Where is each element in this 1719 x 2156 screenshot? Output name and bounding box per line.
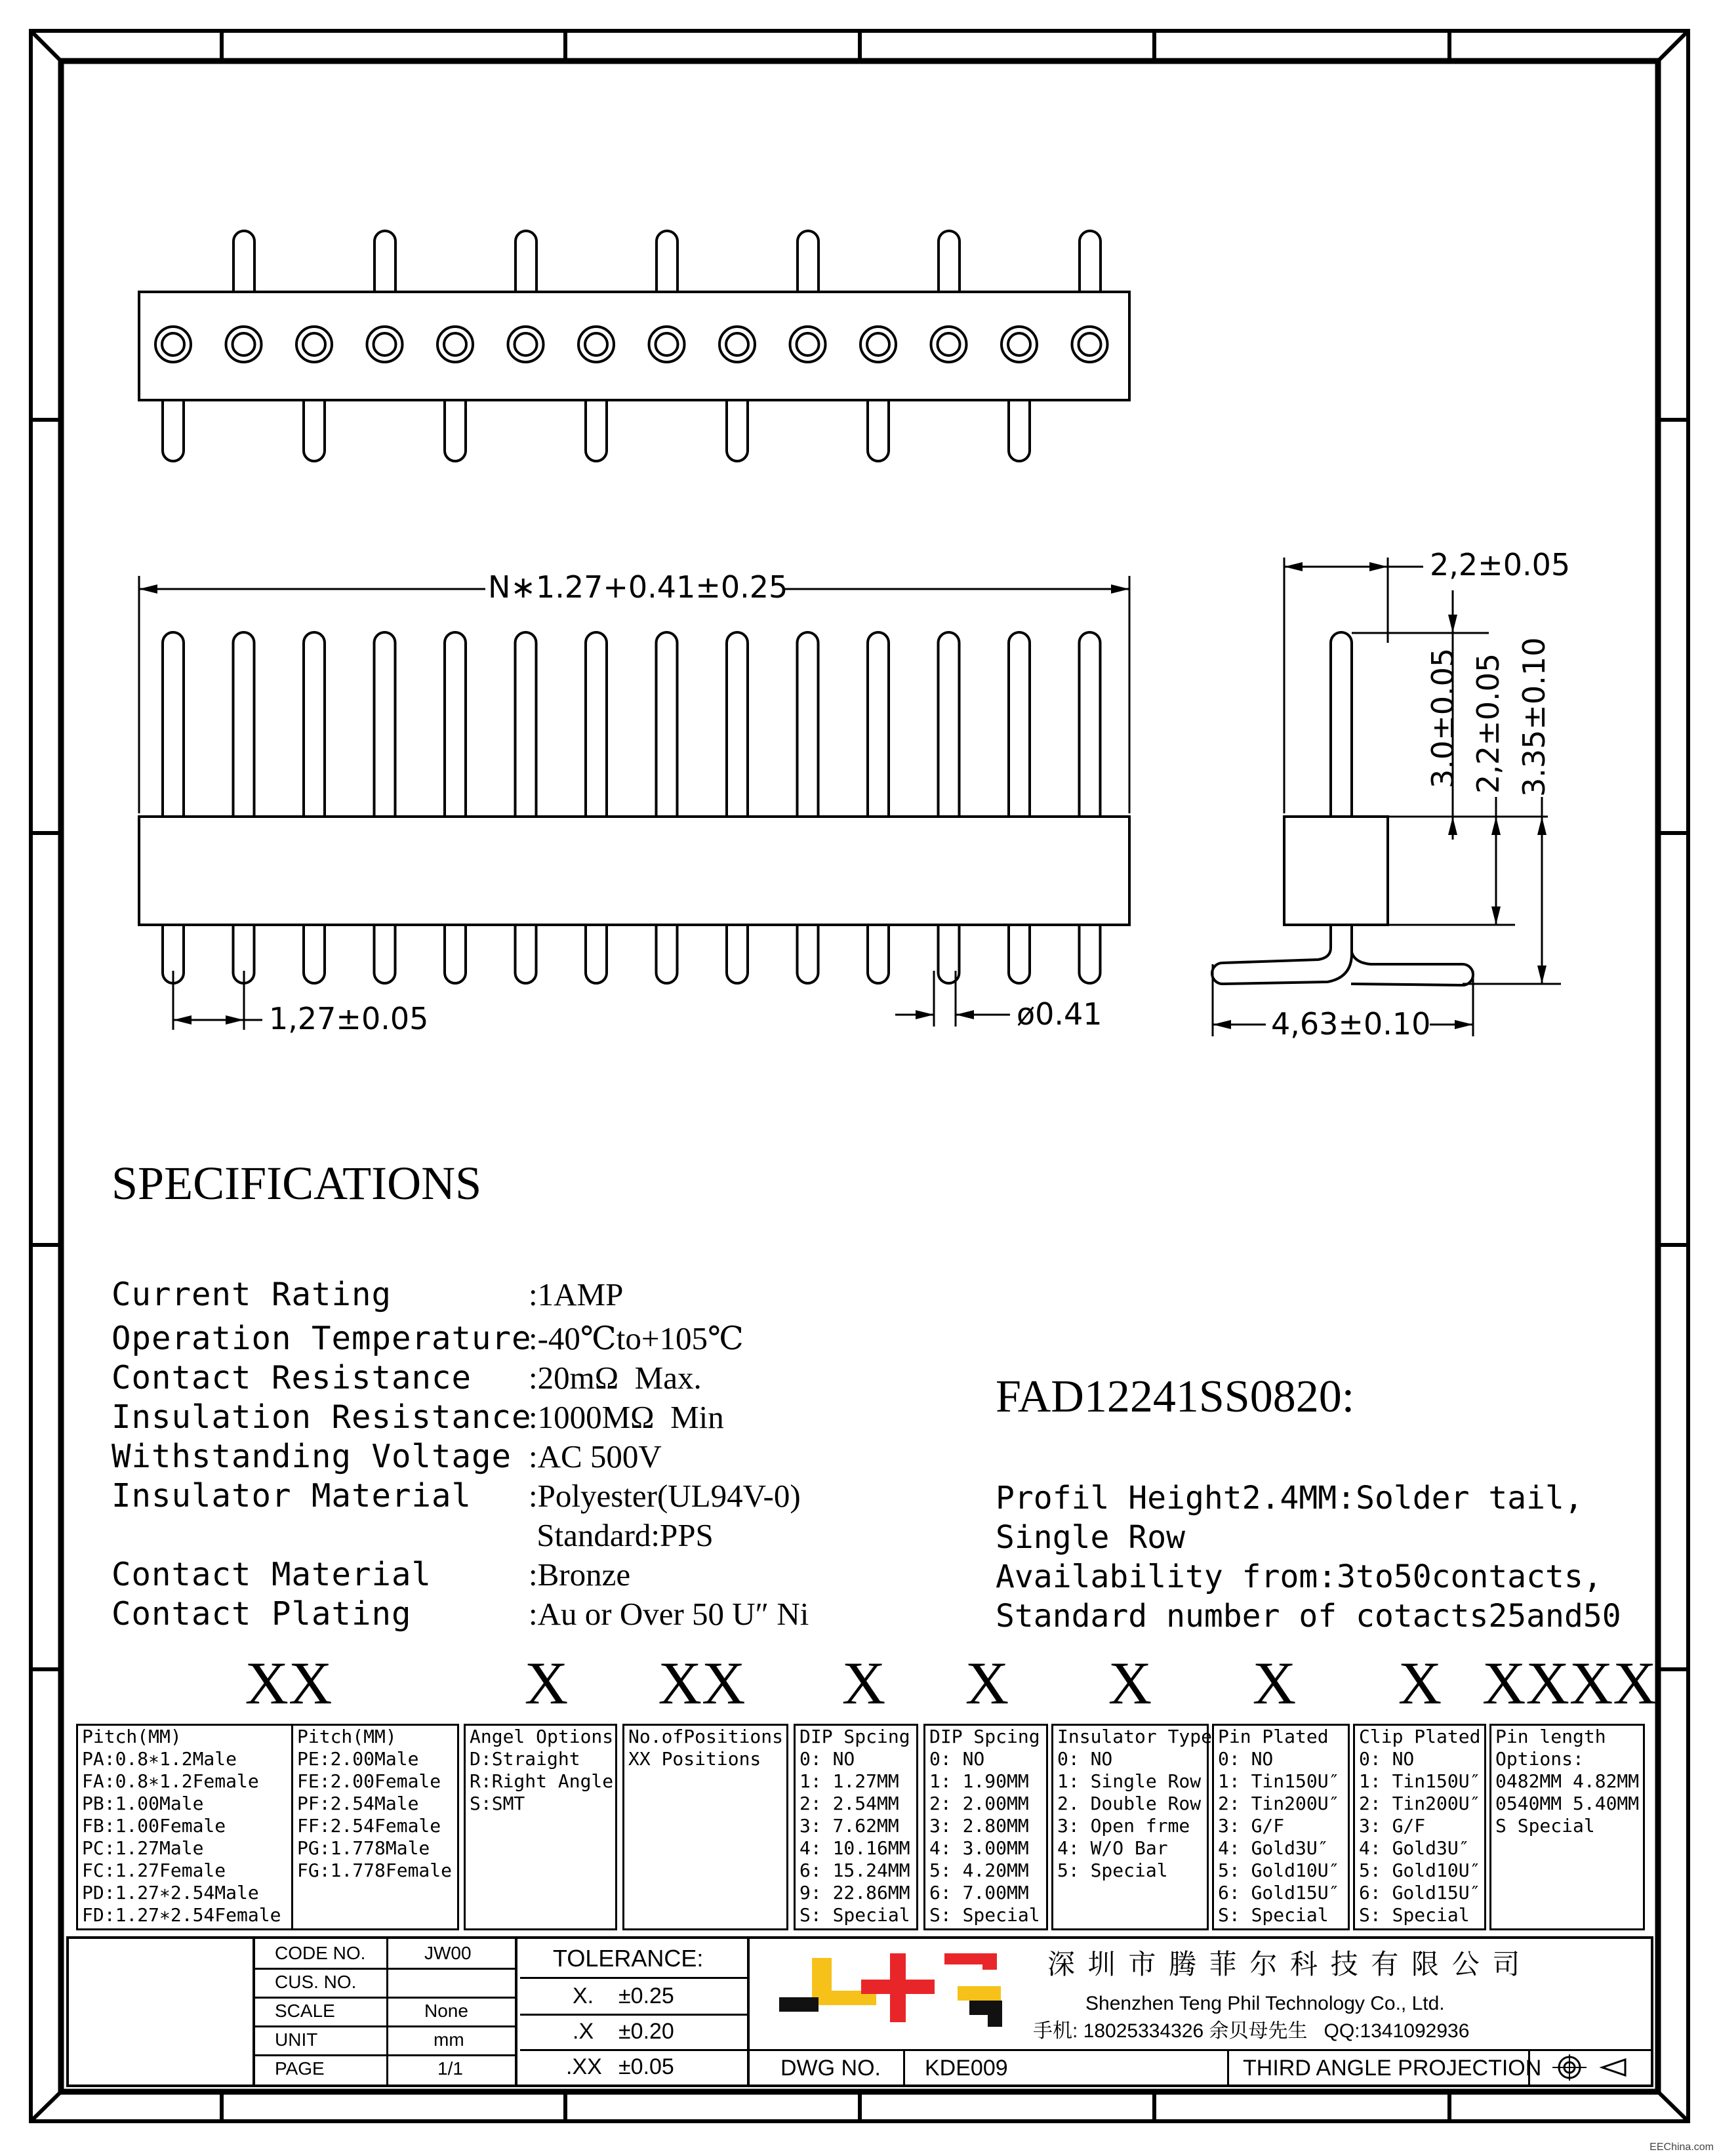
- option-line: FE:2.00Female: [297, 1770, 441, 1792]
- front-pin-lower: [445, 925, 466, 983]
- front-pin-upper: [1009, 632, 1030, 817]
- option-line: No.ofPositions: [628, 1726, 784, 1747]
- option-line: Pitch(MM): [297, 1726, 397, 1747]
- front-dims: [139, 576, 1129, 1030]
- front-arrows: [139, 584, 1129, 1025]
- part-description-3: Availability from:3to50contacts,: [996, 1558, 1602, 1595]
- front-pin-upper: [798, 632, 819, 817]
- option-line: 2: Tin200U″: [1359, 1793, 1481, 1814]
- option-pitch-male: [78, 1726, 291, 1926]
- option-line: 3: G/F: [1359, 1815, 1426, 1837]
- order-code-pitch: XX: [245, 1650, 333, 1717]
- spec-value: :AC 500V: [529, 1438, 662, 1475]
- front-pin-lower: [586, 925, 607, 983]
- cus-no-label: CUS. NO.: [275, 1972, 357, 1992]
- order-code-pin-plated: X: [1252, 1650, 1297, 1717]
- option-line: PA:0.8∗1.2Male: [82, 1748, 237, 1770]
- option-line: 4: Gold3U″: [1359, 1837, 1470, 1859]
- pin-hole-inner: [1008, 333, 1030, 356]
- front-pin-lower: [868, 925, 889, 983]
- option-line: Pitch(MM): [82, 1726, 182, 1747]
- dim-foot-length: 4,63±0.10: [1271, 1006, 1431, 1042]
- option-line: S: Special: [1218, 1904, 1329, 1926]
- arrow: [1284, 562, 1303, 571]
- dim-pitch: 1,27±0.05: [269, 1001, 429, 1036]
- option-line: 0482MM 4.82MM: [1495, 1770, 1640, 1792]
- arrow: [1369, 562, 1388, 571]
- code-no-label: CODE NO.: [275, 1943, 366, 1963]
- spec-value: :20mΩ Max.: [529, 1360, 702, 1396]
- arrow: [1491, 906, 1501, 925]
- option-line: 4: Gold3U″: [1218, 1837, 1329, 1859]
- title-block-info: [255, 1939, 517, 2085]
- spec-value: :Polyester(UL94V-0): [529, 1478, 801, 1514]
- order-code-insulator: X: [1108, 1650, 1152, 1717]
- front-pin-lower: [1009, 925, 1030, 983]
- option-box-clip-plated: [1353, 1724, 1486, 1930]
- pin-hole-inner: [656, 333, 678, 356]
- option-line: PE:2.00Male: [297, 1748, 419, 1770]
- unit-label: UNIT: [275, 2029, 318, 2050]
- front-pin-upper: [445, 632, 466, 817]
- pin-hole-inner: [1079, 333, 1101, 356]
- top-pin-down: [586, 400, 607, 461]
- option-line: FG:1.778Female: [297, 1860, 453, 1881]
- option-line: 0: NO: [1057, 1748, 1113, 1770]
- option-line: 5: Special: [1057, 1860, 1168, 1881]
- front-pin-upper: [586, 632, 607, 817]
- watermark: EEChina.com: [1649, 2142, 1714, 2153]
- front-pin-lower: [727, 925, 748, 983]
- front-pin-lower: [798, 925, 819, 983]
- option-line: FD:1.27∗2.54Female: [82, 1904, 281, 1926]
- top-view: [139, 231, 1129, 461]
- option-line: S:SMT: [470, 1793, 525, 1814]
- front-pin-upper: [304, 632, 325, 817]
- scale-label: SCALE: [275, 2001, 335, 2021]
- tolerance-key-2: .X: [573, 2019, 594, 2044]
- pin-hole-inner: [797, 333, 819, 356]
- option-line: PG:1.778Male: [297, 1837, 430, 1859]
- arrow: [1491, 817, 1501, 835]
- pin-hole-inner: [938, 333, 960, 356]
- front-pin-lower: [1080, 925, 1101, 983]
- top-pin-down: [163, 400, 184, 461]
- pin-hole-inner: [515, 333, 537, 356]
- dwg-row-divider: [750, 2049, 1652, 2051]
- option-line: FF:2.54Female: [297, 1815, 441, 1837]
- part-number: FAD12241SS0820:: [996, 1372, 1355, 1422]
- option-line: 0540MM 5.40MM: [1495, 1793, 1640, 1814]
- option-box-insulator: [1051, 1724, 1213, 1930]
- top-pin-up: [516, 231, 536, 292]
- front-pin-upper: [1080, 632, 1101, 817]
- option-line: 5: Gold10U″: [1359, 1860, 1481, 1881]
- order-code-pin-length: XXXX: [1482, 1650, 1657, 1717]
- option-line: 3: Open frme: [1057, 1815, 1190, 1837]
- option-line: 0: NO: [799, 1748, 855, 1770]
- part-description-1: Profil Height2.4MM:Solder tail,: [996, 1480, 1583, 1516]
- front-pin-upper: [516, 632, 536, 817]
- pin-hole-inner: [303, 333, 325, 356]
- top-pin-down: [727, 400, 748, 461]
- front-pin-upper: [374, 632, 395, 817]
- top-pin-up: [798, 231, 819, 292]
- option-line: FC:1.27Female: [82, 1860, 226, 1881]
- unit-value: mm: [434, 2029, 464, 2050]
- option-line: PC:1.27Male: [82, 1837, 204, 1859]
- part-description-2: Single Row: [996, 1519, 1185, 1556]
- option-line: Clip Plated: [1359, 1726, 1481, 1747]
- front-pin-lower: [304, 925, 325, 983]
- front-pin-lower: [516, 925, 536, 983]
- projection-symbol-icon: [1543, 2054, 1648, 2081]
- spec-value: Standard:PPS: [529, 1517, 714, 1553]
- dwg-no-label: DWG NO.: [780, 2056, 881, 2081]
- spec-value: :Bronze: [529, 1556, 631, 1593]
- option-line: 0: NO: [929, 1748, 985, 1770]
- top-pin-up: [657, 231, 677, 292]
- tolerance-key-1: X.: [573, 1983, 594, 2008]
- option-line: Pin Plated: [1218, 1726, 1329, 1747]
- option-line: R:Right Angle: [470, 1770, 614, 1792]
- option-line: FA:0.8∗1.2Female: [82, 1770, 259, 1792]
- option-line: 6: Gold15U″: [1218, 1882, 1340, 1903]
- company-name-cn: 深 圳 市 腾 菲 尔 科 技 有 限 公 司: [1047, 1949, 1523, 1980]
- option-line: 6: 7.00MM: [929, 1882, 1029, 1903]
- dim-body-height: 2,2±0.05: [1470, 653, 1506, 794]
- spec-label: Contact Material: [111, 1556, 432, 1593]
- option-line: 1: 1.90MM: [929, 1770, 1029, 1792]
- company-name-en: Shenzhen Teng Phil Technology Co., Ltd.: [1085, 1993, 1445, 2014]
- option-line: 5: 4.20MM: [929, 1860, 1029, 1881]
- option-line: 2: 2.00MM: [929, 1793, 1029, 1814]
- option-box-pin-length: [1489, 1724, 1645, 1930]
- front-body: [139, 817, 1129, 925]
- side-pin-tail-left: [1212, 925, 1352, 984]
- option-pitch-female: [293, 1726, 452, 1882]
- tolerance-value-1: ±0.25: [618, 1983, 674, 2008]
- option-line: 2. Double Row: [1057, 1793, 1202, 1814]
- arrow: [1213, 1020, 1231, 1029]
- option-line: 4: W/O Bar: [1057, 1837, 1168, 1859]
- option-line: 2: Tin200U″: [1218, 1793, 1340, 1814]
- title-block-blank: [69, 1939, 255, 2085]
- title-block: [66, 1936, 1653, 2087]
- option-box-angle: [464, 1724, 617, 1930]
- spec-label: Operation Temperature: [111, 1320, 532, 1357]
- option-line: 5: Gold10U″: [1218, 1860, 1340, 1881]
- option-line: 6: Gold15U″: [1359, 1882, 1481, 1903]
- option-line: 1: Single Row: [1057, 1770, 1202, 1792]
- option-line: 9: 22.86MM: [799, 1882, 910, 1903]
- option-line: DIP Spcing: [799, 1726, 910, 1747]
- option-line: Angel Options: [470, 1726, 614, 1747]
- part-description-4: Standard number of cotacts25and50: [996, 1598, 1621, 1635]
- option-line: 6: 15.24MM: [799, 1860, 910, 1881]
- top-pin-up: [374, 231, 395, 292]
- spec-value: :-40℃to+105℃: [529, 1320, 744, 1356]
- option-line: FB:1.00Female: [82, 1815, 226, 1837]
- arrow: [1455, 1020, 1473, 1029]
- page-value: 1/1: [437, 2058, 463, 2079]
- side-pin-upper: [1331, 632, 1352, 817]
- spec-label: Withstanding Voltage: [111, 1438, 512, 1475]
- dim-overall-length: N∗1.27+0.41±0.25: [488, 569, 788, 605]
- top-pin-down: [304, 400, 325, 461]
- option-line: 3: G/F: [1218, 1815, 1285, 1837]
- front-pin-upper: [939, 632, 960, 817]
- tolerance-block: [520, 1939, 750, 2085]
- front-pin-upper: [233, 632, 254, 817]
- code-no-value: JW00: [424, 1943, 472, 1963]
- tolerance-key-3: .XX: [566, 2054, 602, 2079]
- spec-label: Contact Plating: [111, 1595, 412, 1633]
- company-contact: 手机: 18025334326 余贝母先生 QQ:1341092936: [1033, 2020, 1470, 2042]
- projection-label: THIRD ANGLE PROJECTION: [1243, 2056, 1542, 2081]
- option-line: 1: Tin150U″: [1359, 1770, 1481, 1792]
- scale-value: None: [424, 2001, 468, 2021]
- spec-label: Current Rating: [111, 1276, 392, 1313]
- dim-pin-top: 3.0±0.05: [1425, 647, 1461, 788]
- tolerance-value-2: ±0.20: [618, 2019, 674, 2044]
- top-pin-up: [1080, 231, 1101, 292]
- spec-label: Insulator Material: [111, 1477, 472, 1515]
- option-line: D:Straight: [470, 1748, 580, 1770]
- pin-hole-inner: [585, 333, 607, 356]
- option-line: S: Special: [1359, 1904, 1470, 1926]
- order-code-dip1: X: [841, 1650, 886, 1717]
- page-label: PAGE: [275, 2058, 325, 2079]
- tolerance-title: TOLERANCE:: [553, 1945, 704, 1972]
- option-box-pitch: [76, 1724, 459, 1930]
- option-line: PB:1.00Male: [82, 1793, 204, 1814]
- option-line: Insulator Type: [1057, 1726, 1213, 1747]
- side-pin-tail-right: [1351, 952, 1473, 985]
- option-box-positions: [622, 1724, 788, 1930]
- front-pin-upper: [727, 632, 748, 817]
- dim-side-width: 2,2±0.05: [1430, 547, 1571, 582]
- option-line: 2: 2.54MM: [799, 1793, 899, 1814]
- front-view: [139, 632, 1129, 983]
- spec-value: :1AMP: [529, 1276, 624, 1312]
- arrow: [1448, 615, 1457, 633]
- side-body: [1284, 817, 1388, 925]
- order-code-angle: X: [524, 1650, 569, 1717]
- option-line: S Special: [1495, 1815, 1595, 1837]
- pin-hole-inner: [444, 333, 466, 356]
- front-pin-upper: [868, 632, 889, 817]
- option-line: PF:2.54Male: [297, 1793, 419, 1814]
- arrow: [1448, 817, 1457, 835]
- order-code-dip2: X: [965, 1650, 1009, 1717]
- option-line: Pin length: [1495, 1726, 1606, 1747]
- option-line: 4: 10.16MM: [799, 1837, 910, 1859]
- front-pin-lower: [374, 925, 395, 983]
- dwg-no-value: KDE009: [925, 2056, 1008, 2081]
- dim-pin-diameter: ø0.41: [1017, 996, 1102, 1032]
- option-line: 1: 1.27MM: [799, 1770, 899, 1792]
- front-pin-upper: [163, 632, 184, 817]
- specifications-title: SPECIFICATIONS: [111, 1157, 482, 1210]
- spec-value: :1000MΩ Min: [529, 1399, 724, 1435]
- option-line: 3: 7.62MM: [799, 1815, 899, 1837]
- top-pin-down: [445, 400, 466, 461]
- option-line: PD:1.27∗2.54Male: [82, 1882, 259, 1903]
- option-line: S: Special: [929, 1904, 1040, 1926]
- spec-label: Contact Resistance: [111, 1359, 472, 1396]
- pin-hole-inner: [162, 333, 184, 356]
- side-view: [1212, 558, 1561, 1036]
- option-line: 1: Tin150U″: [1218, 1770, 1340, 1792]
- top-pin-up: [233, 231, 254, 292]
- option-box-dip1: [794, 1724, 918, 1930]
- pin-hole-inner: [374, 333, 396, 356]
- spec-label: Insulation Resistance: [111, 1398, 532, 1436]
- spec-value: :Au or Over 50 U″ Ni: [529, 1596, 809, 1632]
- top-body: [139, 292, 1129, 400]
- option-line: 3: 2.80MM: [929, 1815, 1029, 1837]
- front-pin-upper: [657, 632, 677, 817]
- dim-total-height: 3.35±0.10: [1516, 637, 1552, 797]
- arrow: [1537, 817, 1547, 835]
- option-line: 0: NO: [1218, 1748, 1274, 1770]
- option-line: 4: 3.00MM: [929, 1837, 1029, 1859]
- top-pin-down: [868, 400, 889, 461]
- top-pin-up: [939, 231, 960, 292]
- option-line: S: Special: [799, 1904, 910, 1926]
- option-box-pin-plated: [1212, 1724, 1350, 1930]
- tolerance-value-3: ±0.05: [618, 2054, 674, 2079]
- pin-hole-inner: [233, 333, 255, 356]
- option-line: 0: NO: [1359, 1748, 1415, 1770]
- option-line: XX Positions: [628, 1748, 761, 1770]
- arrow: [1537, 966, 1547, 984]
- top-pin-down: [1009, 400, 1030, 461]
- order-code-positions: XX: [658, 1650, 746, 1717]
- option-box-dip2: [923, 1724, 1048, 1930]
- pin-hole-inner: [867, 333, 889, 356]
- order-code-clip-plated: X: [1398, 1650, 1442, 1717]
- pin-hole-inner: [726, 333, 748, 356]
- option-line: Options:: [1495, 1748, 1584, 1770]
- front-pin-lower: [657, 925, 677, 983]
- option-line: DIP Spcing: [929, 1726, 1040, 1747]
